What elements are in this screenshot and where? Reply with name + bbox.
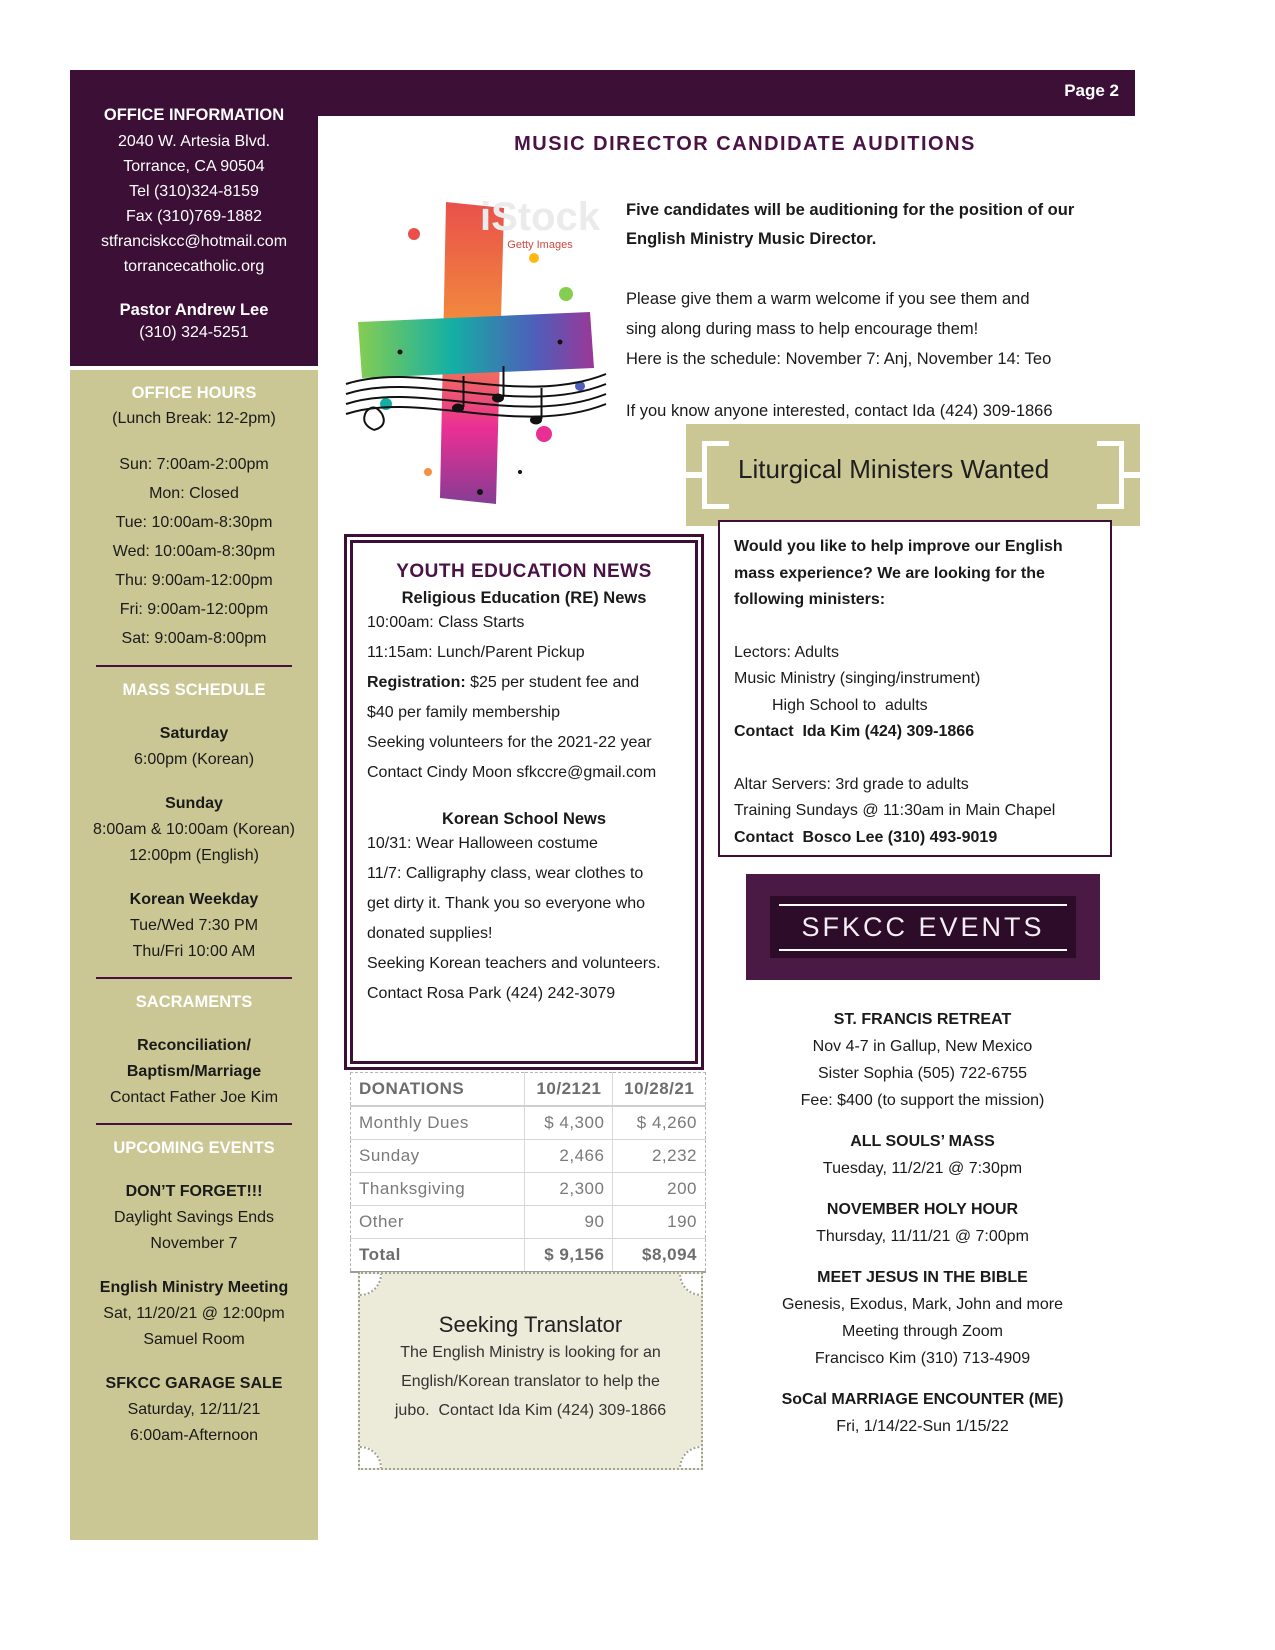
ticket-notch — [679, 1272, 703, 1296]
intro-line: Five candidates will be auditioning for the position of our — [626, 201, 1075, 219]
sfkcc-events-banner — [746, 874, 1100, 980]
event-block — [740, 1128, 1105, 1182]
body-line: Please give them a warm welcome if you see them and — [626, 290, 1030, 308]
translator-line: The English Ministry is looking for an — [400, 1344, 661, 1361]
website-line: torrancecatholic.org — [123, 258, 265, 275]
bracket-tick-icon — [686, 472, 704, 478]
table-row — [351, 1173, 706, 1206]
event-line: Tuesday, 11/2/21 @ 7:30pm — [822, 1160, 1023, 1177]
auditions-contact: If you know anyone interested, contact Ida (424) 309-1866 — [626, 402, 1053, 420]
sidebar — [70, 370, 318, 1540]
table-cell: $ 4,260 — [613, 1106, 706, 1140]
hours-line: Mon: Closed — [149, 485, 239, 502]
pastor-name: Pastor Andrew Lee — [119, 301, 269, 319]
hours-line: Wed: 10:00am-8:30pm — [112, 543, 276, 560]
event-line: Nov 4-7 in Gallup, New Mexico — [812, 1038, 1033, 1055]
ministers-line: Training Sundays @ 11:30am in Main Chapel — [734, 802, 1056, 819]
event-line: Fee: $400 (to support the mission) — [800, 1092, 1045, 1109]
registration-text: $25 per student fee and — [465, 674, 640, 691]
bracket-tick-icon — [1122, 472, 1140, 478]
korean-school-line: Seeking Korean teachers and volunteers. — [367, 955, 661, 972]
table-row — [351, 1140, 706, 1173]
korean-school-line: Contact Rosa Park (424) 242-3079 — [367, 985, 616, 1002]
table-header-cell: 10/28/21 — [613, 1073, 706, 1107]
ministers-contact: Contact Bosco Lee (310) 493-9019 — [734, 828, 998, 846]
auditions-body — [626, 284, 1141, 374]
sfkcc-events-title: SFKCC EVENTS — [779, 904, 1067, 951]
table-header-row — [351, 1073, 706, 1107]
korean-school-line: get dirty it. Thank you so everyone who — [367, 895, 646, 912]
event-line: Samuel Room — [143, 1331, 245, 1348]
event-heading: DON’T FORGET!!! — [125, 1183, 263, 1200]
table-header-cell: DONATIONS — [351, 1073, 525, 1107]
korean-school-line: 11/7: Calligraphy class, wear clothes to — [367, 865, 644, 882]
translator-title: Seeking Translator — [438, 1312, 623, 1337]
re-news-line: $40 per family membership — [367, 704, 560, 721]
registration-label: Registration: — [367, 674, 466, 691]
office-info-title: OFFICE INFORMATION — [103, 106, 285, 124]
event-block — [740, 1196, 1105, 1250]
music-director-title: MUSIC DIRECTOR CANDIDATE AUDITIONS — [514, 133, 976, 155]
event-heading: SoCal MARRIAGE ENCOUNTER (ME) — [781, 1391, 1064, 1408]
re-news-line: 10:00am: Class Starts — [367, 614, 525, 631]
ministers-intro: Would you like to help improve our English — [734, 538, 1063, 555]
sunday-mass: 12:00pm (English) — [129, 847, 259, 864]
hours-line: Tue: 10:00am-8:30pm — [115, 514, 273, 531]
re-news-heading: Religious Education (RE) News — [401, 589, 647, 607]
saturday-mass: 6:00pm (Korean) — [133, 751, 255, 768]
event-line: Daylight Savings Ends — [113, 1209, 275, 1226]
address-line: Torrance, CA 90504 — [123, 158, 265, 175]
liturgical-banner — [686, 424, 1140, 526]
auditions-intro — [626, 196, 1131, 254]
bracket-left-icon — [702, 441, 729, 509]
liturgical-banner-title: Liturgical Ministers Wanted — [738, 454, 1050, 484]
translator-line: English/Korean translator to help the — [401, 1373, 660, 1390]
event-line: Sat, 11/20/21 @ 12:00pm — [103, 1305, 285, 1322]
event-heading: MEET JESUS IN THE BIBLE — [817, 1269, 1028, 1286]
table-header-cell: 10/2121 — [525, 1073, 613, 1107]
sacraments-contact: Contact Father Joe Kim — [109, 1089, 279, 1106]
table-cell: 190 — [613, 1206, 706, 1239]
ministers-line: Music Ministry (singing/instrument) — [734, 670, 981, 687]
table-cell: 2,300 — [525, 1173, 613, 1206]
sacraments-line: Reconciliation/ — [137, 1037, 251, 1054]
getty-watermark: Getty Images — [507, 239, 573, 251]
table-cell: Sunday — [351, 1140, 525, 1173]
ministers-line: Altar Servers: 3rd grade to adults — [734, 775, 969, 793]
ministers-box — [718, 520, 1112, 857]
office-hours-title: OFFICE HOURS — [131, 384, 257, 402]
page-number: Page 2 — [1064, 81, 1119, 100]
table-cell: Thanksgiving — [351, 1173, 525, 1206]
event-heading: ALL SOULS’ MASS — [850, 1133, 995, 1150]
ministers-intro: following ministers: — [734, 591, 886, 608]
table-cell: Other — [351, 1206, 525, 1239]
body-line: Here is the schedule: November 7: Anj, November 14: Teo — [626, 350, 1052, 368]
youth-news-inner — [350, 540, 698, 1064]
divider — [96, 977, 292, 979]
divider — [96, 1123, 292, 1125]
paint-cross-image — [330, 172, 622, 522]
table-cell: 90 — [525, 1206, 613, 1239]
korean-school-heading: Korean School News — [441, 810, 607, 828]
event-line: November 7 — [150, 1235, 238, 1252]
table-cell: $ 4,300 — [525, 1106, 613, 1140]
event-line: Sister Sophia (505) 722-6755 — [817, 1065, 1028, 1082]
hours-line: Sun: 7:00am-2:00pm — [119, 456, 269, 473]
sfkcc-events-inner — [770, 896, 1076, 958]
table-cell: 200 — [613, 1173, 706, 1206]
youth-news-box — [344, 534, 704, 1070]
weekday-mass: Thu/Fri 10:00 AM — [132, 943, 256, 960]
korean-school-line: 10/31: Wear Halloween costume — [367, 835, 598, 852]
saturday-heading: Saturday — [159, 725, 229, 742]
hours-line: Thu: 9:00am-12:00pm — [115, 572, 273, 589]
table-row — [351, 1106, 706, 1140]
korean-school-line: donated supplies! — [367, 925, 493, 942]
sfkcc-events-list — [740, 1006, 1105, 1454]
email-line: stfranciskcc@hotmail.com — [100, 233, 288, 250]
event-heading: ST. FRANCIS RETREAT — [833, 1011, 1012, 1028]
table-cell: Total — [351, 1239, 525, 1273]
fax-line: Fax (310)769-1882 — [125, 208, 263, 225]
table-row — [351, 1206, 706, 1239]
event-line: Thursday, 11/11/21 @ 7:00pm — [816, 1228, 1029, 1245]
event-line: Genesis, Exodus, Mark, John and more — [781, 1296, 1064, 1313]
hours-line: Sat: 9:00am-8:00pm — [121, 630, 267, 647]
sacraments-line: Baptism/Marriage — [126, 1063, 262, 1080]
event-line: Francisco Kim (310) 713-4909 — [814, 1350, 1031, 1367]
intro-line: English Ministry Music Director. — [626, 230, 877, 248]
sunday-heading: Sunday — [165, 795, 223, 812]
divider — [96, 665, 292, 667]
youth-news-title: YOUTH EDUCATION NEWS — [396, 561, 652, 582]
sacraments-title: SACRAMENTS — [135, 993, 253, 1011]
bracket-right-icon — [1097, 441, 1124, 509]
re-news-line: Seeking volunteers for the 2021-22 year — [367, 734, 652, 751]
weekday-mass: Tue/Wed 7:30 PM — [129, 917, 259, 934]
office-info-panel — [70, 70, 318, 366]
upcoming-events-title: UPCOMING EVENTS — [113, 1139, 275, 1157]
translator-box — [358, 1272, 703, 1470]
event-block — [740, 1264, 1105, 1372]
ministers-contact: Contact Ida Kim (424) 309-1866 — [734, 723, 975, 740]
mass-schedule-title: MASS SCHEDULE — [122, 681, 266, 699]
ticket-notch — [358, 1446, 382, 1470]
table-total-row — [351, 1239, 706, 1273]
table-cell: $ 9,156 — [525, 1239, 613, 1273]
event-heading: NOVEMBER HOLY HOUR — [826, 1201, 1019, 1218]
lunch-break-note: (Lunch Break: 12-2pm) — [112, 410, 276, 427]
re-news-line: 11:15am: Lunch/Parent Pickup — [367, 644, 585, 661]
address-line: 2040 W. Artesia Blvd. — [117, 133, 271, 150]
re-news-line: Contact Cindy Moon sfkccre@gmail.com — [367, 764, 657, 781]
weekday-heading: Korean Weekday — [129, 891, 259, 908]
event-line: Meeting through Zoom — [842, 1323, 1003, 1340]
ticket-notch — [679, 1446, 703, 1470]
translator-line: jubo. Contact Ida Kim (424) 309-1866 — [394, 1402, 667, 1419]
donations-table — [350, 1072, 706, 1273]
hours-line: Fri: 9:00am-12:00pm — [119, 601, 269, 618]
event-heading: SFKCC GARAGE SALE — [105, 1375, 283, 1392]
event-line: 6:00am-Afternoon — [129, 1427, 259, 1444]
cross-artwork — [330, 172, 622, 522]
event-block — [740, 1006, 1105, 1114]
phone-line: Tel (310)324-8159 — [129, 183, 259, 200]
event-line: Fri, 1/14/22-Sun 1/15/22 — [836, 1418, 1009, 1435]
re-news-line — [367, 668, 681, 698]
event-block — [740, 1386, 1105, 1440]
event-line: Saturday, 12/11/21 — [127, 1401, 261, 1418]
body-line: sing along during mass to help encourage them! — [626, 320, 979, 338]
pastor-phone: (310) 324-5251 — [139, 324, 249, 341]
istock-watermark: iStock — [479, 195, 601, 239]
table-cell: Monthly Dues — [351, 1106, 525, 1140]
ministers-line: High School to adults — [772, 696, 928, 714]
ministers-line: Lectors: Adults — [734, 643, 839, 661]
event-heading: English Ministry Meeting — [99, 1279, 289, 1296]
table-cell: $8,094 — [613, 1239, 706, 1273]
table-cell: 2,466 — [525, 1140, 613, 1173]
table-cell: 2,232 — [613, 1140, 706, 1173]
ticket-notch — [358, 1272, 382, 1296]
sunday-mass: 8:00am & 10:00am (Korean) — [93, 821, 295, 838]
ministers-intro: mass experience? We are looking for the — [734, 564, 1045, 582]
